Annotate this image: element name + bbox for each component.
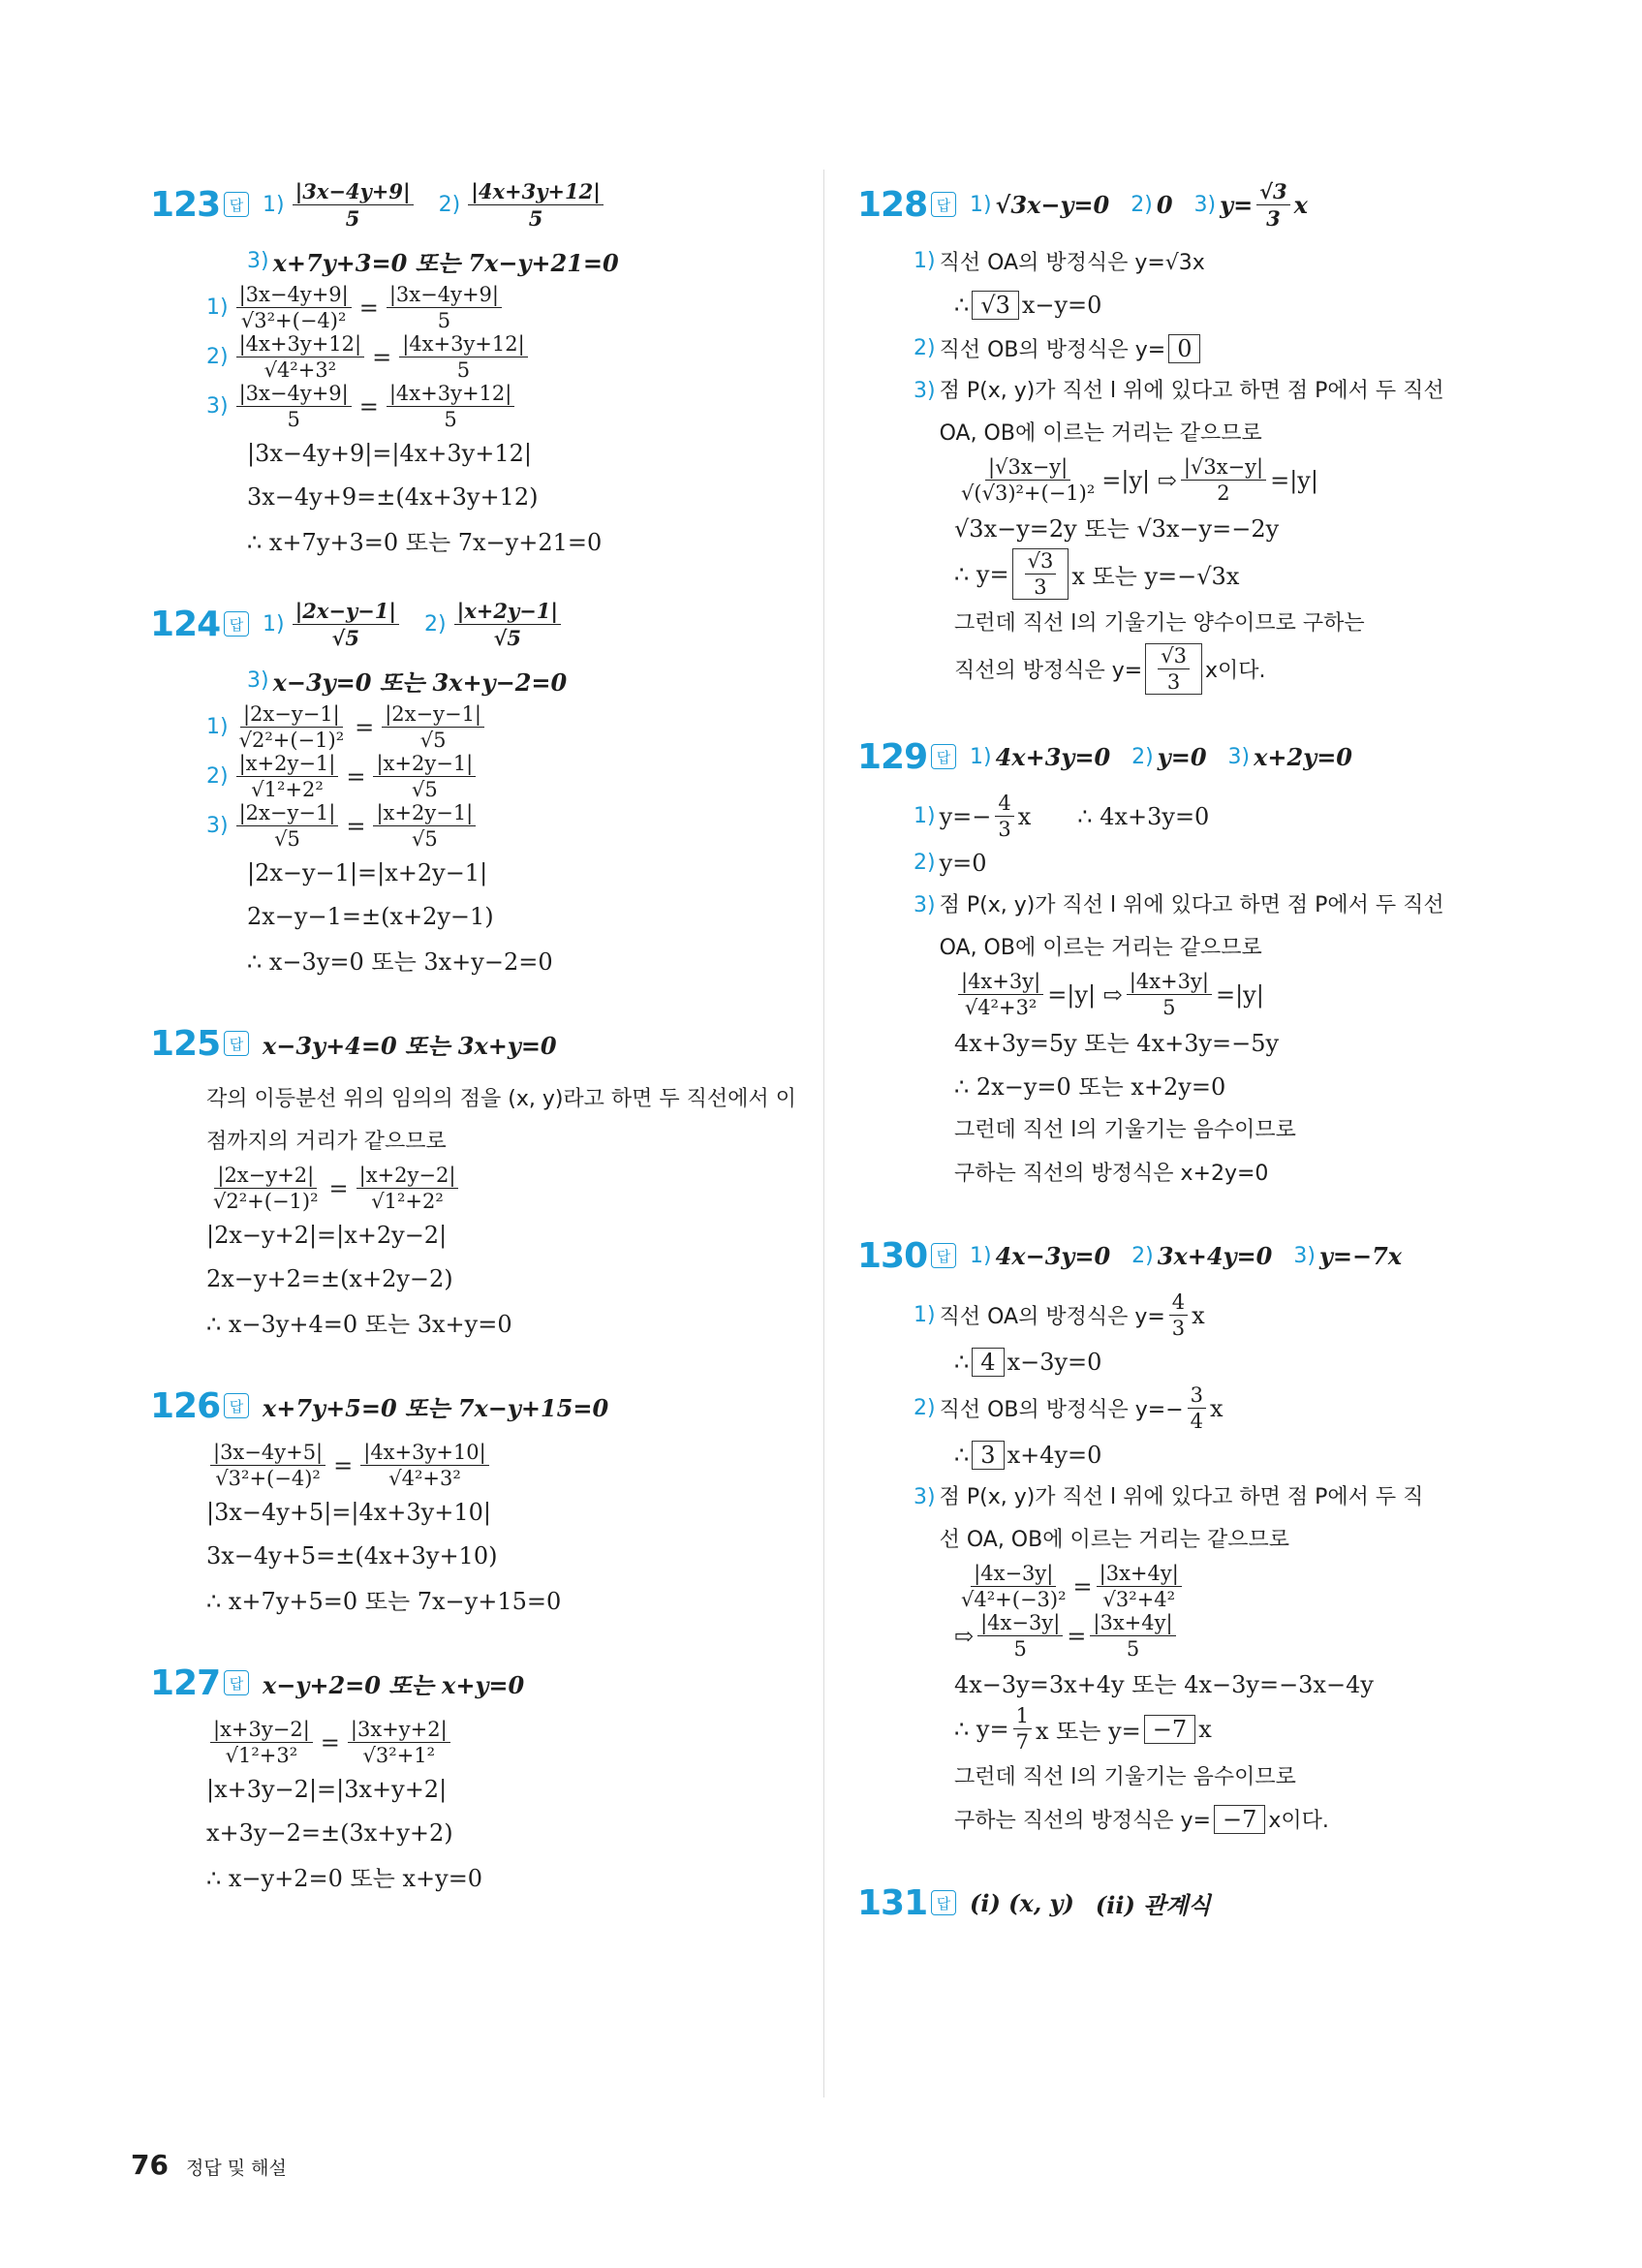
problem-127 xyxy=(150,1648,809,1898)
problem-123 xyxy=(150,170,809,562)
solution-line: ∴ x−3y=0 또는 3x+y−2=0 xyxy=(247,948,553,976)
page-footer xyxy=(131,2149,287,2181)
solution-fraction: $\frac{|x+3y-2|}{\text{√1²+3²}}$ = $\frac{|3x+y+2|}{\text{√3²+1²}}$ xyxy=(150,1718,809,1767)
solution-line: 2x−y−1=±(x+2y−1) xyxy=(247,902,494,930)
solution-line: |3x−4y+5|=|4x+3y+10| xyxy=(206,1498,491,1526)
answer-icon: 답 xyxy=(224,1670,249,1695)
answer-line: 127 답 x−y+2=0 또는 x+y=0 xyxy=(150,1662,525,1703)
problem-number: 129 xyxy=(857,736,928,777)
problem-number: 125 xyxy=(150,1023,221,1064)
solution-line: ∴ x−y+2=0 또는 x+y=0 xyxy=(206,1865,483,1892)
right-column xyxy=(857,170,1506,1938)
problem-number: 127 xyxy=(150,1662,221,1703)
problem-number: 126 xyxy=(150,1385,221,1426)
solution-1: 1) $\frac{|3x-4y+9|}{\text{√3²+(−4)²}}$ = $\frac{|3x-4y+9|}{5}$ xyxy=(150,283,809,332)
answer-part-3: 3) x−3y=0 또는 3x+y−2=0 xyxy=(247,668,568,697)
answer-line: 131 답 (i) (x, y) (ii) 관계식 xyxy=(857,1882,1211,1923)
answer-line: 130 답 1) 4x−3y=0 2) 3x+4y=0 3) y=−7x xyxy=(857,1235,1403,1276)
solution-1: 1) $\frac{|2x-y-1|}{\text{√2²+(−1)²}}$ = $\frac{|2x-y-1|}{√5}$ xyxy=(150,702,809,752)
problem-129: 129 답 1) 4x+3y=0 2) y=0 3) x+2y=0 1) y=− $\frac{4}{3}$ x ∴ 4x+3y=0 2) y=0 3) 점 P(x, y)가 직선 l 위에 있다고 하면 점 P에서 두 직선 OA, OB에 이르는 거리는 같으므로 $\frac{|4x+3y|}{\text{√4²+3²}}$ =|y| ⇨ $\frac{|4x+3y|}{5}$ =|y| 4x+3y=5y 또는 4x+3y=−5y ∴ 2x−y=0 또는 x+2y=0 그런데 직선 l의 기울기는 음수이므로 구하는 직선의 방정식은 x+2y=0 xyxy=(857,722,1506,1194)
answer-icon: 답 xyxy=(224,611,249,637)
answer-part-2: 2) $\frac{|4x+3y+12|}{5}$ xyxy=(439,179,607,231)
solution-line: x+3y−2=±(3x+y+2) xyxy=(206,1818,453,1847)
solution-line: ∴ x−3y+4=0 또는 3x+y=0 xyxy=(206,1311,512,1338)
answer-icon: 답 xyxy=(224,192,249,217)
problem-number: 130 xyxy=(857,1235,928,1276)
answer-icon: 답 xyxy=(931,1890,956,1915)
answer-icon: 답 xyxy=(931,1243,956,1268)
solution-2: 2) $\frac{|x+2y-1|}{\text{√1²+2²}}$ = $\frac{|x+2y-1|}{√5}$ xyxy=(150,752,809,801)
problem-131 xyxy=(857,1868,1506,1938)
problem-number: 128 xyxy=(857,184,928,225)
description: 각의 이등분선 위의 임의의 점을 (x, y)라고 하면 두 직선에서 이 점까지의 거리가 같으므로 xyxy=(206,1087,796,1154)
problem-126 xyxy=(150,1371,809,1621)
problem-130: 130 답 1) 4x−3y=0 2) 3x+4y=0 3) y=−7x 1) 직선 OA의 방정식은 y= $\frac{4}{3}$ x ∴ 4 x−3y=0 2) 직선 OB의 방정식은 y=− $\frac{3}{4}$ x ∴ 3 x+4y=0 3) 점 P(x, y)가 직선 l 위에 있다고 하면 점 P에서 두 직선 OA, OB에 이르는 거리는 같으므로 $\frac{|4x-3y|}{\text{√4²+(−3)²}}$ = $\frac{|3x+4y|}{\text{√3²+4²}}$ ⇨ $\frac{|4x-3y|}{5}$ = $\frac{|3x+4y|}{5}$ 4x−3y=3x+4y 또는 4x−3y=−3x−4y ∴ y= $\frac{1}{7}$ x 또는 y= −7 x 그런데 직선 l의 기울기는 음수이므로 구하는 직선의 방정식은 y= −7 x이다. xyxy=(857,1221,1506,1841)
answer-icon: 답 xyxy=(931,744,956,769)
solution-fraction: $\frac{|2x-y+2|}{\text{√2²+(−1)²}}$ = $\frac{|x+2y-2|}{\text{√1²+2²}}$ xyxy=(150,1164,809,1213)
problem-124 xyxy=(150,589,809,981)
page-number: 76 xyxy=(131,2149,169,2181)
answer-line: 128 답 1) √3x−y=0 2) 0 3) y= $\frac{√3}{3}$ x xyxy=(857,178,1308,231)
solution-line: ∴ x+7y+3=0 또는 7x−y+21=0 xyxy=(247,529,603,556)
problem-number: 131 xyxy=(857,1882,928,1923)
solution-line: 2x−y+2=±(x+2y−2) xyxy=(206,1264,453,1292)
column-divider xyxy=(823,170,824,2097)
answer-line: 129 답 1) 4x+3y=0 2) y=0 3) x+2y=0 xyxy=(857,736,1352,777)
solution-2: 2) $\frac{|4x+3y+12|}{\text{√4²+3²}}$ = $\frac{|4x+3y+12|}{5}$ xyxy=(150,332,809,382)
answer-blank: −7 xyxy=(1214,1805,1265,1834)
answer-line: 125 답 x−3y+4=0 또는 3x+y=0 xyxy=(150,1023,557,1064)
footer-label: 정답 및 해설 xyxy=(185,2158,287,2179)
answer-line: 124 답 1) $\frac{|2x-y-1|}{√5}$ 2) $\frac{|x+2y-1|}{√5}$ xyxy=(150,589,809,659)
problem-128: 128 답 1) √3x−y=0 2) 0 3) y= $\frac{√3}{3}$ x 1) 직선 OA의 방정식은 y=√3x ∴ √3 x−y=0 2) 직선 OB의 방정식은 y= 0 3) 점 P(x, y)가 직선 l 위에 있다고 하면 점 P에서 두 직선 OA, OB에 이르는 거리는 같으므로 $\frac{|√3x-y|}{\text{√(√3)²+(−1)²}}$ =|y| ⇨ $\frac{|√3x-y|}{2}$ =|y| √3x−y=2y 또는 √3x−y=−2y ∴ y= $\frac{√3}{3}$ x 또는 y=−√3x 그런데 직선 l의 기울기는 양수이므로 구하는 직선의 방정식은 y= $\frac{√3}{3}$ x이다. xyxy=(857,170,1506,695)
answer-icon: 답 xyxy=(224,1031,249,1056)
answer-blank: 0 xyxy=(1168,334,1200,363)
answer-icon: 답 xyxy=(224,1393,249,1418)
solution-fraction: ⇨ $\frac{|4x-3y|}{5}$ = $\frac{|3x+4y|}{5}$ xyxy=(857,1611,1506,1661)
answer-blank: 4 xyxy=(972,1348,1004,1377)
answer-line: 126 답 x+7y+5=0 또는 7x−y+15=0 xyxy=(150,1385,609,1426)
answer-blank: $\frac{√3}{3}$ xyxy=(1012,548,1069,600)
answer-part-3: 3) x+7y+3=0 또는 7x−y+21=0 xyxy=(247,249,619,277)
answer-blank: $\frac{√3}{3}$ xyxy=(1145,643,1202,695)
problem-125 xyxy=(150,1009,809,1344)
answer-blank: 3 xyxy=(972,1441,1004,1470)
answer-part-1: 1) $\frac{|3x-4y+9|}{5}$ xyxy=(263,179,418,231)
solution-line: |2x−y−1|=|x+2y−1| xyxy=(247,858,488,886)
solution-fraction: $\frac{|4x+3y|}{\text{√4²+3²}}$ =|y| ⇨ $\frac{|4x+3y|}{5}$ =|y| xyxy=(857,970,1506,1019)
solution-fraction: $\frac{|3x-4y+5|}{\text{√3²+(−4)²}}$ = $\frac{|4x+3y+10|}{\text{√4²+3²}}$ xyxy=(150,1441,809,1490)
solution-line: 3x−4y+9=±(4x+3y+12) xyxy=(247,482,539,511)
solution-3: 3) $\frac{|2x-y-1|}{√5}$ = $\frac{|x+2y-1|}{√5}$ xyxy=(150,801,809,851)
solution-line: 3x−4y+5=±(4x+3y+10) xyxy=(206,1541,498,1569)
solution-line: |x+3y−2|=|3x+y+2| xyxy=(206,1775,448,1803)
answer-blank: √3 xyxy=(972,291,1019,320)
answer-blank: −7 xyxy=(1144,1715,1195,1744)
solution-fraction: $\frac{|4x-3y|}{\text{√4²+(−3)²}}$ = $\frac{|3x+4y|}{\text{√3²+4²}}$ xyxy=(857,1562,1506,1611)
problem-number: 123 xyxy=(150,184,221,225)
solution-3: 3) $\frac{|3x-4y+9|}{5}$ = $\frac{|4x+3y+12|}{5}$ xyxy=(150,382,809,431)
left-column xyxy=(150,170,809,1898)
problem-number: 124 xyxy=(150,604,221,644)
solution-line: |3x−4y+9|=|4x+3y+12| xyxy=(247,439,532,467)
solution-line: |2x−y+2|=|x+2y−2| xyxy=(206,1221,448,1249)
answer-icon: 답 xyxy=(931,192,956,217)
answer-line xyxy=(150,170,809,239)
solution-fraction: $\frac{|√3x-y|}{\text{√(√3)²+(−1)²}}$ =|y| ⇨ $\frac{|√3x-y|}{2}$ =|y| xyxy=(961,455,1318,505)
solution-line: ∴ x+7y+5=0 또는 7x−y+15=0 xyxy=(206,1588,562,1615)
